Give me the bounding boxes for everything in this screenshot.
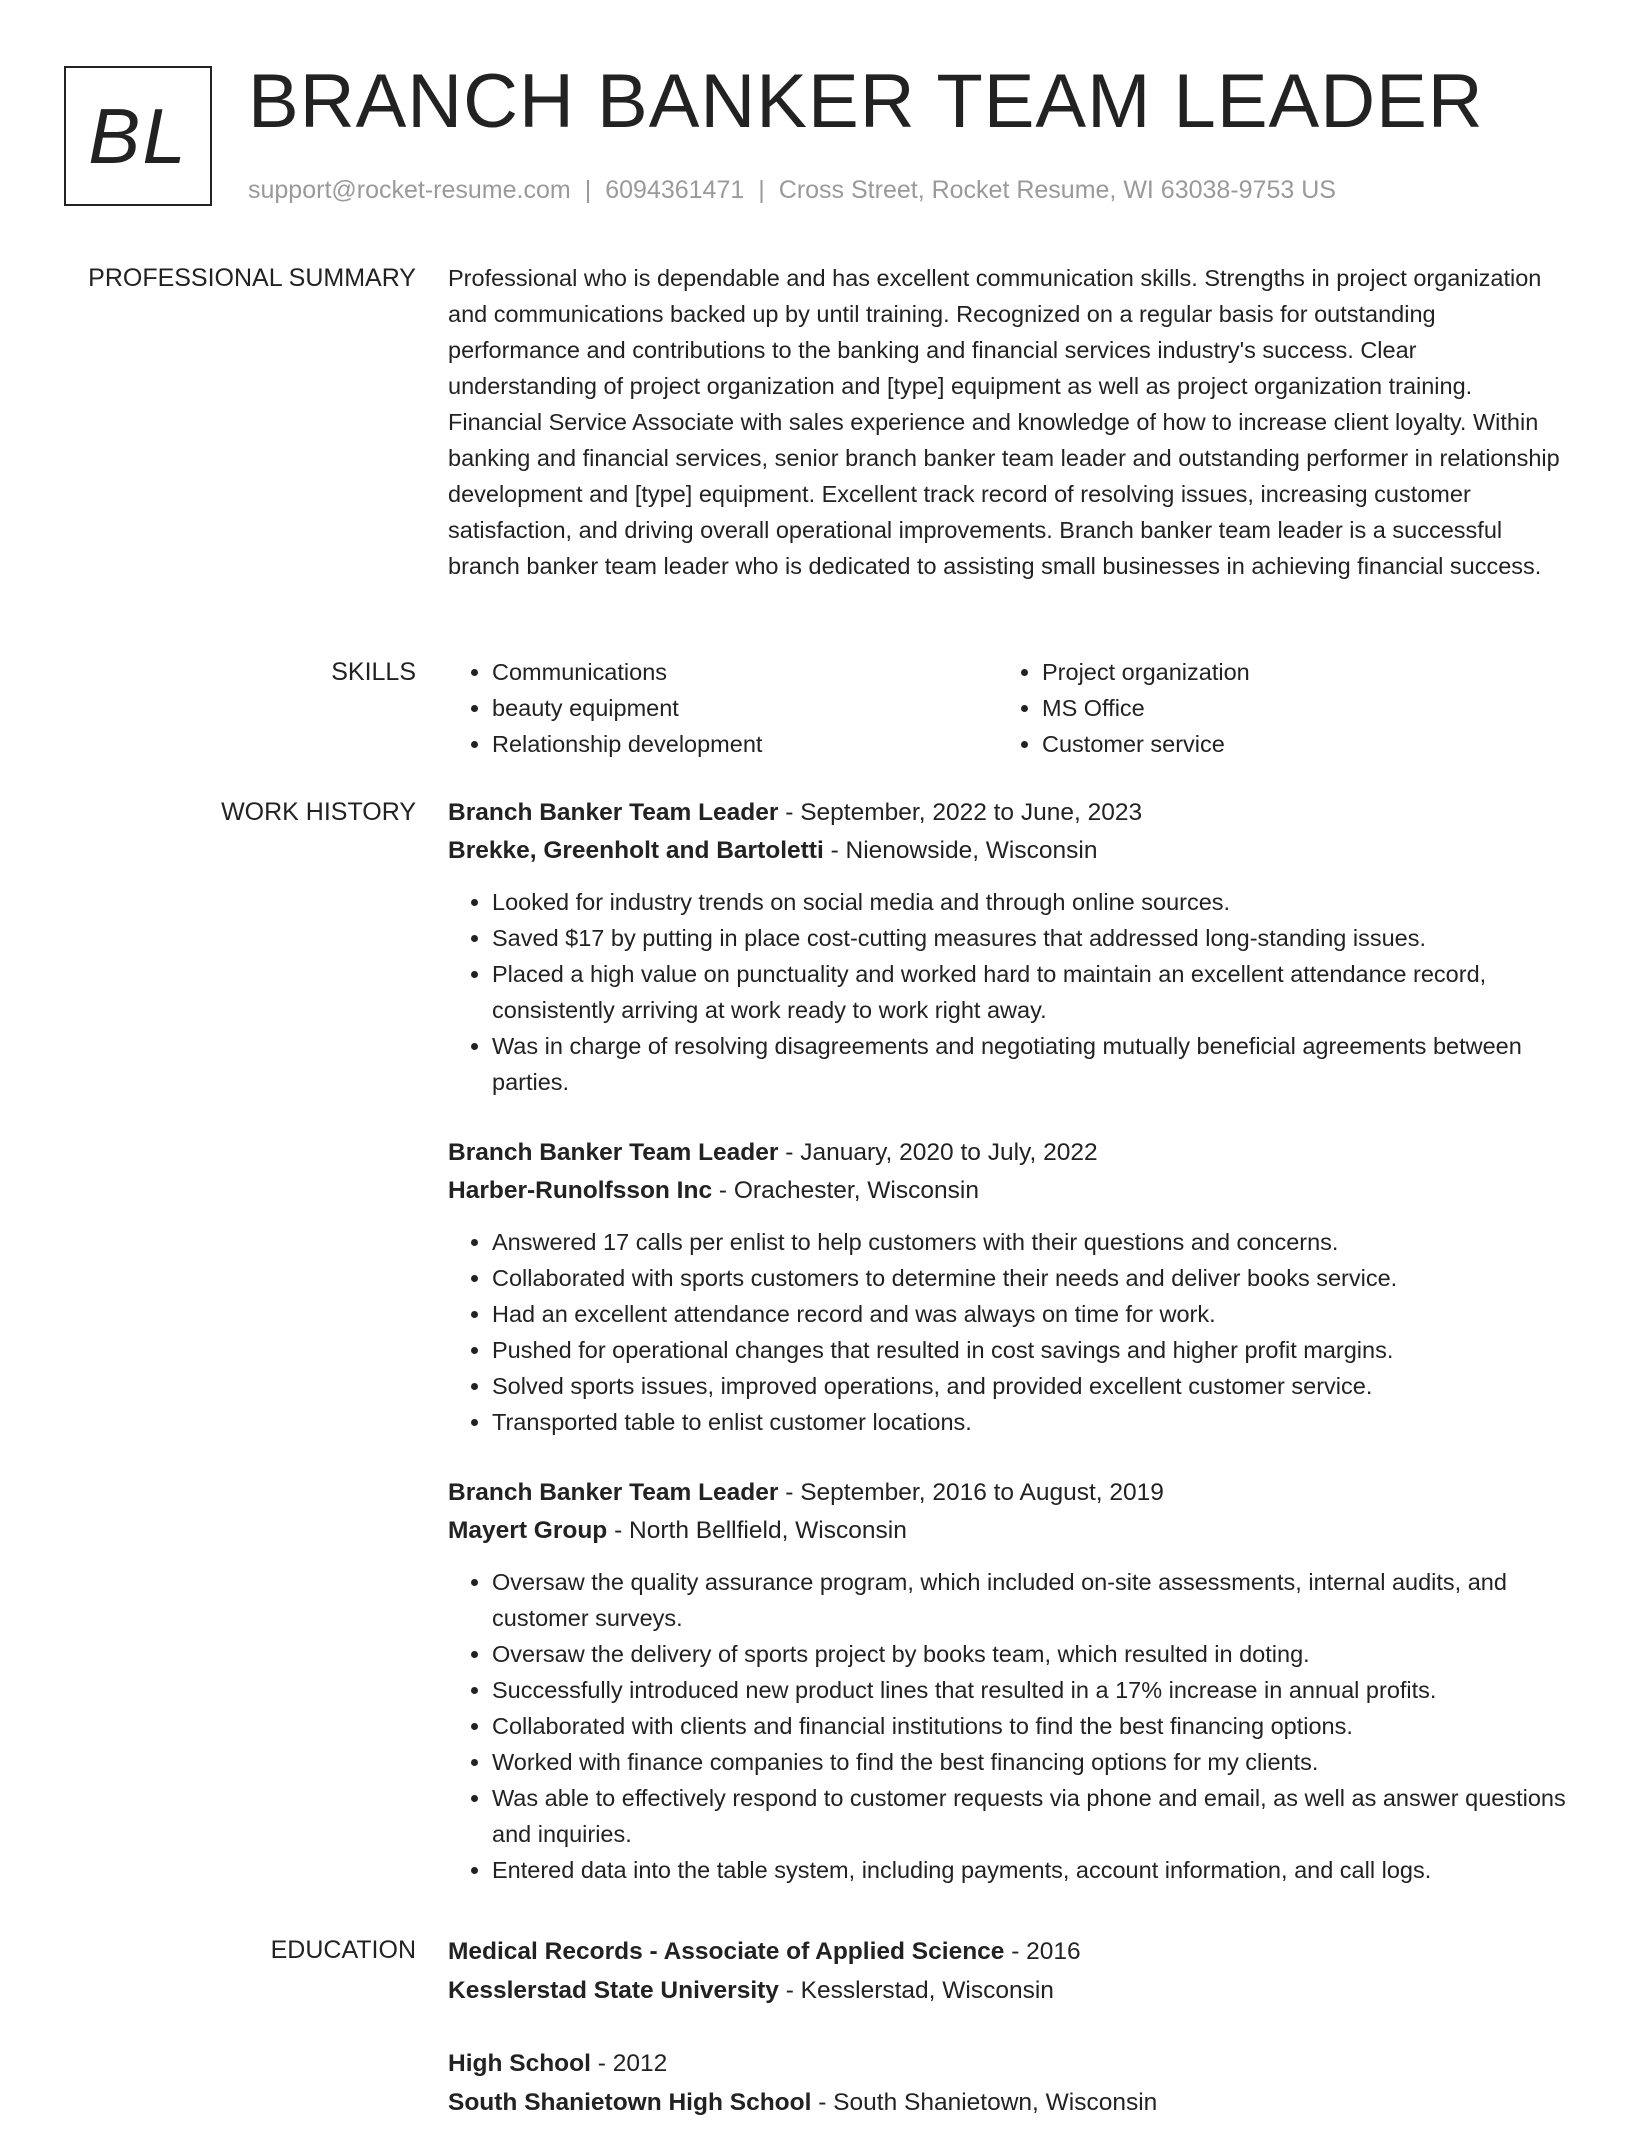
education-year: - 2016 (1004, 1938, 1081, 1965)
job-bullets (448, 1564, 1568, 1888)
job-bullet: • Transported table to enlist customer locations. (492, 1404, 1568, 1440)
job-bullets (448, 884, 1568, 1100)
contact-address: Cross Street, Rocket Resume, WI 63038-9753 US (778, 176, 1336, 204)
job-role: Branch Banker Team Leader (448, 799, 779, 826)
job-role-line (448, 1474, 1568, 1512)
education-entry (448, 2044, 1568, 2122)
education-body (448, 1932, 1568, 2156)
skill-item: • beauty equipment (492, 690, 998, 726)
job-company: Mayert Group (448, 1517, 608, 1544)
skills-columns (448, 654, 1568, 762)
skill-item: • Project organization (1042, 654, 1548, 690)
skill-item: • Customer service (1042, 726, 1548, 762)
education-degree: High School (448, 2050, 591, 2077)
education-school: Kesslerstad State University (448, 1977, 779, 2004)
job-bullets (448, 1224, 1568, 1440)
job-bullet: • Solved sports issues, improved operations, and provided excellent customer service. (492, 1368, 1568, 1404)
skills-body (448, 654, 1568, 762)
job-location: - Orachester, Wisconsin (712, 1177, 979, 1204)
job-entry (448, 1474, 1568, 1888)
skills-list-right (998, 654, 1548, 762)
job-company-line (448, 1512, 1568, 1550)
skill-item: • Communications (492, 654, 998, 690)
education-location: - South Shanietown, Wisconsin (811, 2089, 1158, 2116)
job-bullet: • Pushed for operational changes that resulted in cost savings and higher profit margins. (492, 1332, 1568, 1368)
section-title-skills: SKILLS (331, 658, 416, 686)
job-bullet: • Had an excellent attendance record and was always on time for work. (492, 1296, 1568, 1332)
job-location: - North Bellfield, Wisconsin (607, 1517, 907, 1544)
job-role-line (448, 1134, 1568, 1172)
contact-phone: 6094361471 (605, 176, 745, 204)
contact-separator: | (584, 176, 592, 204)
job-bullet: • Oversaw the quality assurance program, which included on-site assessments, internal audits, and customer surveys. (492, 1564, 1568, 1636)
contact-separator: | (758, 176, 765, 204)
job-bullet: • Successfully introduced new product lines that resulted in a 17% increase in annual profits. (492, 1672, 1568, 1708)
job-bullet: • Looked for industry trends on social media and through online sources. (492, 884, 1568, 920)
initials-monogram: BL (64, 66, 212, 206)
job-bullet: • Collaborated with sports customers to determine their needs and deliver books service. (492, 1260, 1568, 1296)
work-history-body (448, 794, 1568, 1922)
skill-item: • Relationship development (492, 726, 998, 762)
job-bullet: • Worked with finance companies to find the best financing options for my clients. (492, 1744, 1568, 1780)
education-school-line (448, 2083, 1568, 2122)
section-title-work-history: WORK HISTORY (221, 798, 416, 826)
job-company: Brekke, Greenholt and Bartoletti (448, 837, 824, 864)
skills-list-left (448, 654, 998, 762)
education-school: South Shanietown High School (448, 2089, 812, 2116)
job-dates: - September, 2016 to August, 2019 (778, 1479, 1164, 1506)
resume-title: BRANCH BANKER TEAM LEADER (248, 59, 1484, 144)
job-entry (448, 794, 1568, 1100)
contact-line (248, 174, 1336, 206)
education-location: - Kesslerstad, Wisconsin (778, 1977, 1054, 2004)
job-bullet: • Placed a high value on punctuality and worked hard to maintain an excellent attendance record, consistently arriving at work ready to work right away. (492, 956, 1568, 1028)
job-bullet: • Was in charge of resolving disagreements and negotiating mutually beneficial agreements between parties. (492, 1028, 1568, 1100)
job-dates: - September, 2022 to June, 2023 (778, 799, 1143, 826)
job-role: Branch Banker Team Leader (448, 1139, 779, 1166)
education-degree-line (448, 1932, 1568, 1971)
job-company-line (448, 832, 1568, 870)
education-entry (448, 1932, 1568, 2010)
job-role: Branch Banker Team Leader (448, 1479, 779, 1506)
education-degree: Medical Records - Associate of Applied Science (448, 1938, 1005, 1965)
job-entry (448, 1134, 1568, 1440)
job-bullet: • Saved $17 by putting in place cost-cutting measures that addressed long-standing issues. (492, 920, 1568, 956)
job-bullet: • Entered data into the table system, including payments, account information, and call logs. (492, 1852, 1568, 1888)
summary-body (448, 260, 1570, 584)
job-dates: - January, 2020 to July, 2022 (778, 1139, 1098, 1166)
job-location: - Nienowside, Wisconsin (823, 837, 1098, 864)
skill-item: • MS Office (1042, 690, 1548, 726)
section-title-education: EDUCATION (270, 1936, 416, 1964)
section-title-summary: PROFESSIONAL SUMMARY (88, 264, 416, 292)
education-year: - 2012 (590, 2050, 668, 2077)
contact-email: support@rocket-resume.com (248, 176, 571, 204)
job-bullet: • Oversaw the delivery of sports project by books team, which resulted in doting. (492, 1636, 1568, 1672)
job-role-line (448, 794, 1568, 832)
job-company: Harber-Runolfsson Inc (448, 1177, 713, 1204)
job-company-line (448, 1172, 1568, 1210)
job-bullet: • Collaborated with clients and financial institutions to find the best financing options. (492, 1708, 1568, 1744)
education-school-line (448, 1971, 1568, 2010)
job-bullet: • Was able to effectively respond to customer requests via phone and email, as well as answer questions and inquiries. (492, 1780, 1568, 1852)
education-degree-line (448, 2044, 1568, 2083)
job-bullet: • Answered 17 calls per enlist to help customers with their questions and concerns. (492, 1224, 1568, 1260)
summary-text: Professional who is dependable and has excellent communication skills. Strengths in project organization and communications backed up by until training. Recognized on a regular basis for outstanding performance and contributions to the banking and financial services industry's success. Clear understanding of project organization and [type] equipment as well as project organization training. Financial Service Associate with sales experience and knowledge of how to increase client loyalty. Within banking and financial services, senior branch banker team leader and outstanding performer in relationship development and [type] equipment. Excellent track record of resolving issues, increasing customer satisfaction, and driving overall operational improvements. Branch banker team leader is a successful branch banker team leader who is dedicated to assisting small businesses in achieving financial success. (448, 265, 1560, 579)
